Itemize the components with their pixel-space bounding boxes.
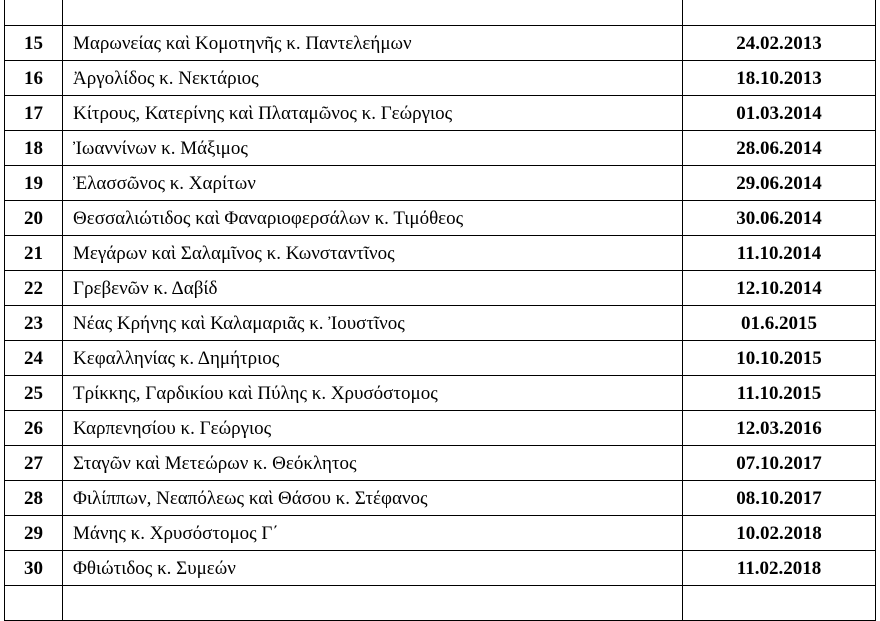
table-row xyxy=(5,551,876,586)
row-number: 29 xyxy=(5,516,63,551)
row-number: 28 xyxy=(5,481,63,516)
table-body xyxy=(5,0,876,621)
table-cell-empty xyxy=(63,586,683,621)
table-row-cut-top xyxy=(5,0,876,26)
bishop-name: Ἀργολίδος κ. Νεκτάριος xyxy=(63,61,683,96)
election-date: 28.06.2014 xyxy=(683,131,876,166)
row-number: 27 xyxy=(5,446,63,481)
row-number: 25 xyxy=(5,376,63,411)
election-date: 12.10.2014 xyxy=(683,271,876,306)
table-row xyxy=(5,61,876,96)
bishop-name: Κεφαλληνίας κ. Δημήτριος xyxy=(63,341,683,376)
row-number: 15 xyxy=(5,26,63,61)
table-row xyxy=(5,376,876,411)
row-number: 26 xyxy=(5,411,63,446)
row-number: 19 xyxy=(5,166,63,201)
election-date: 29.06.2014 xyxy=(683,166,876,201)
election-date: 24.02.2013 xyxy=(683,26,876,61)
bishop-name: Ἰωαννίνων κ. Μάξιμος xyxy=(63,131,683,166)
table-cell-empty xyxy=(63,0,683,26)
election-date: 11.02.2018 xyxy=(683,551,876,586)
table-row xyxy=(5,411,876,446)
table-row xyxy=(5,26,876,61)
bishop-name: Σταγῶν καὶ Μετεώρων κ. Θεόκλητος xyxy=(63,446,683,481)
bishop-name: Μαρωνείας καὶ Κομοτηνῆς κ. Παντελεήμων xyxy=(63,26,683,61)
table-row-cut-bottom xyxy=(5,586,876,621)
bishop-name: Καρπενησίου κ. Γεώργιος xyxy=(63,411,683,446)
bishop-name: Κίτρους, Κατερίνης καὶ Πλαταμῶνος κ. Γεώργιος xyxy=(63,96,683,131)
table-row xyxy=(5,516,876,551)
bishop-name: Ἐλασσῶνος κ. Χαρίτων xyxy=(63,166,683,201)
table-row xyxy=(5,481,876,516)
bishop-name: Μεγάρων καὶ Σαλαμῖνος κ. Κωνσταντῖνος xyxy=(63,236,683,271)
row-number: 18 xyxy=(5,131,63,166)
election-date: 08.10.2017 xyxy=(683,481,876,516)
row-number: 24 xyxy=(5,341,63,376)
table-row xyxy=(5,166,876,201)
row-number: 17 xyxy=(5,96,63,131)
table-cell-empty xyxy=(683,0,876,26)
row-number: 22 xyxy=(5,271,63,306)
table-cell-empty xyxy=(5,0,63,26)
election-date: 11.10.2014 xyxy=(683,236,876,271)
election-date: 01.03.2014 xyxy=(683,96,876,131)
bishop-name: Φιλίππων, Νεαπόλεως καὶ Θάσου κ. Στέφανος xyxy=(63,481,683,516)
bishop-name: Τρίκκης, Γαρδικίου καὶ Πύλης κ. Χρυσόστομος xyxy=(63,376,683,411)
table-row xyxy=(5,446,876,481)
row-number: 23 xyxy=(5,306,63,341)
table-row xyxy=(5,131,876,166)
bishop-name: Μάνης κ. Χρυσόστομος Γ΄ xyxy=(63,516,683,551)
table-row xyxy=(5,201,876,236)
table-cell-empty xyxy=(683,586,876,621)
election-date: 12.03.2016 xyxy=(683,411,876,446)
election-date: 11.10.2015 xyxy=(683,376,876,411)
election-date: 10.10.2015 xyxy=(683,341,876,376)
bishop-name: Νέας Κρήνης καὶ Καλαμαριᾶς κ. Ἰουστῖνος xyxy=(63,306,683,341)
table-row xyxy=(5,236,876,271)
election-date: 07.10.2017 xyxy=(683,446,876,481)
bishop-name: Γρεβενῶν κ. Δαβίδ xyxy=(63,271,683,306)
table-row xyxy=(5,271,876,306)
row-number: 20 xyxy=(5,201,63,236)
bishop-name: Φθιώτιδος κ. Συμεών xyxy=(63,551,683,586)
row-number: 30 xyxy=(5,551,63,586)
election-date: 30.06.2014 xyxy=(683,201,876,236)
table-row xyxy=(5,96,876,131)
bishop-name: Θεσσαλιώτιδος καὶ Φαναριοφερσάλων κ. Τιμόθεος xyxy=(63,201,683,236)
table-row xyxy=(5,306,876,341)
table-row xyxy=(5,341,876,376)
table-cell-empty xyxy=(5,586,63,621)
row-number: 21 xyxy=(5,236,63,271)
election-date: 01.6.2015 xyxy=(683,306,876,341)
election-date: 18.10.2013 xyxy=(683,61,876,96)
bishops-table xyxy=(4,0,876,621)
election-date: 10.02.2018 xyxy=(683,516,876,551)
row-number: 16 xyxy=(5,61,63,96)
